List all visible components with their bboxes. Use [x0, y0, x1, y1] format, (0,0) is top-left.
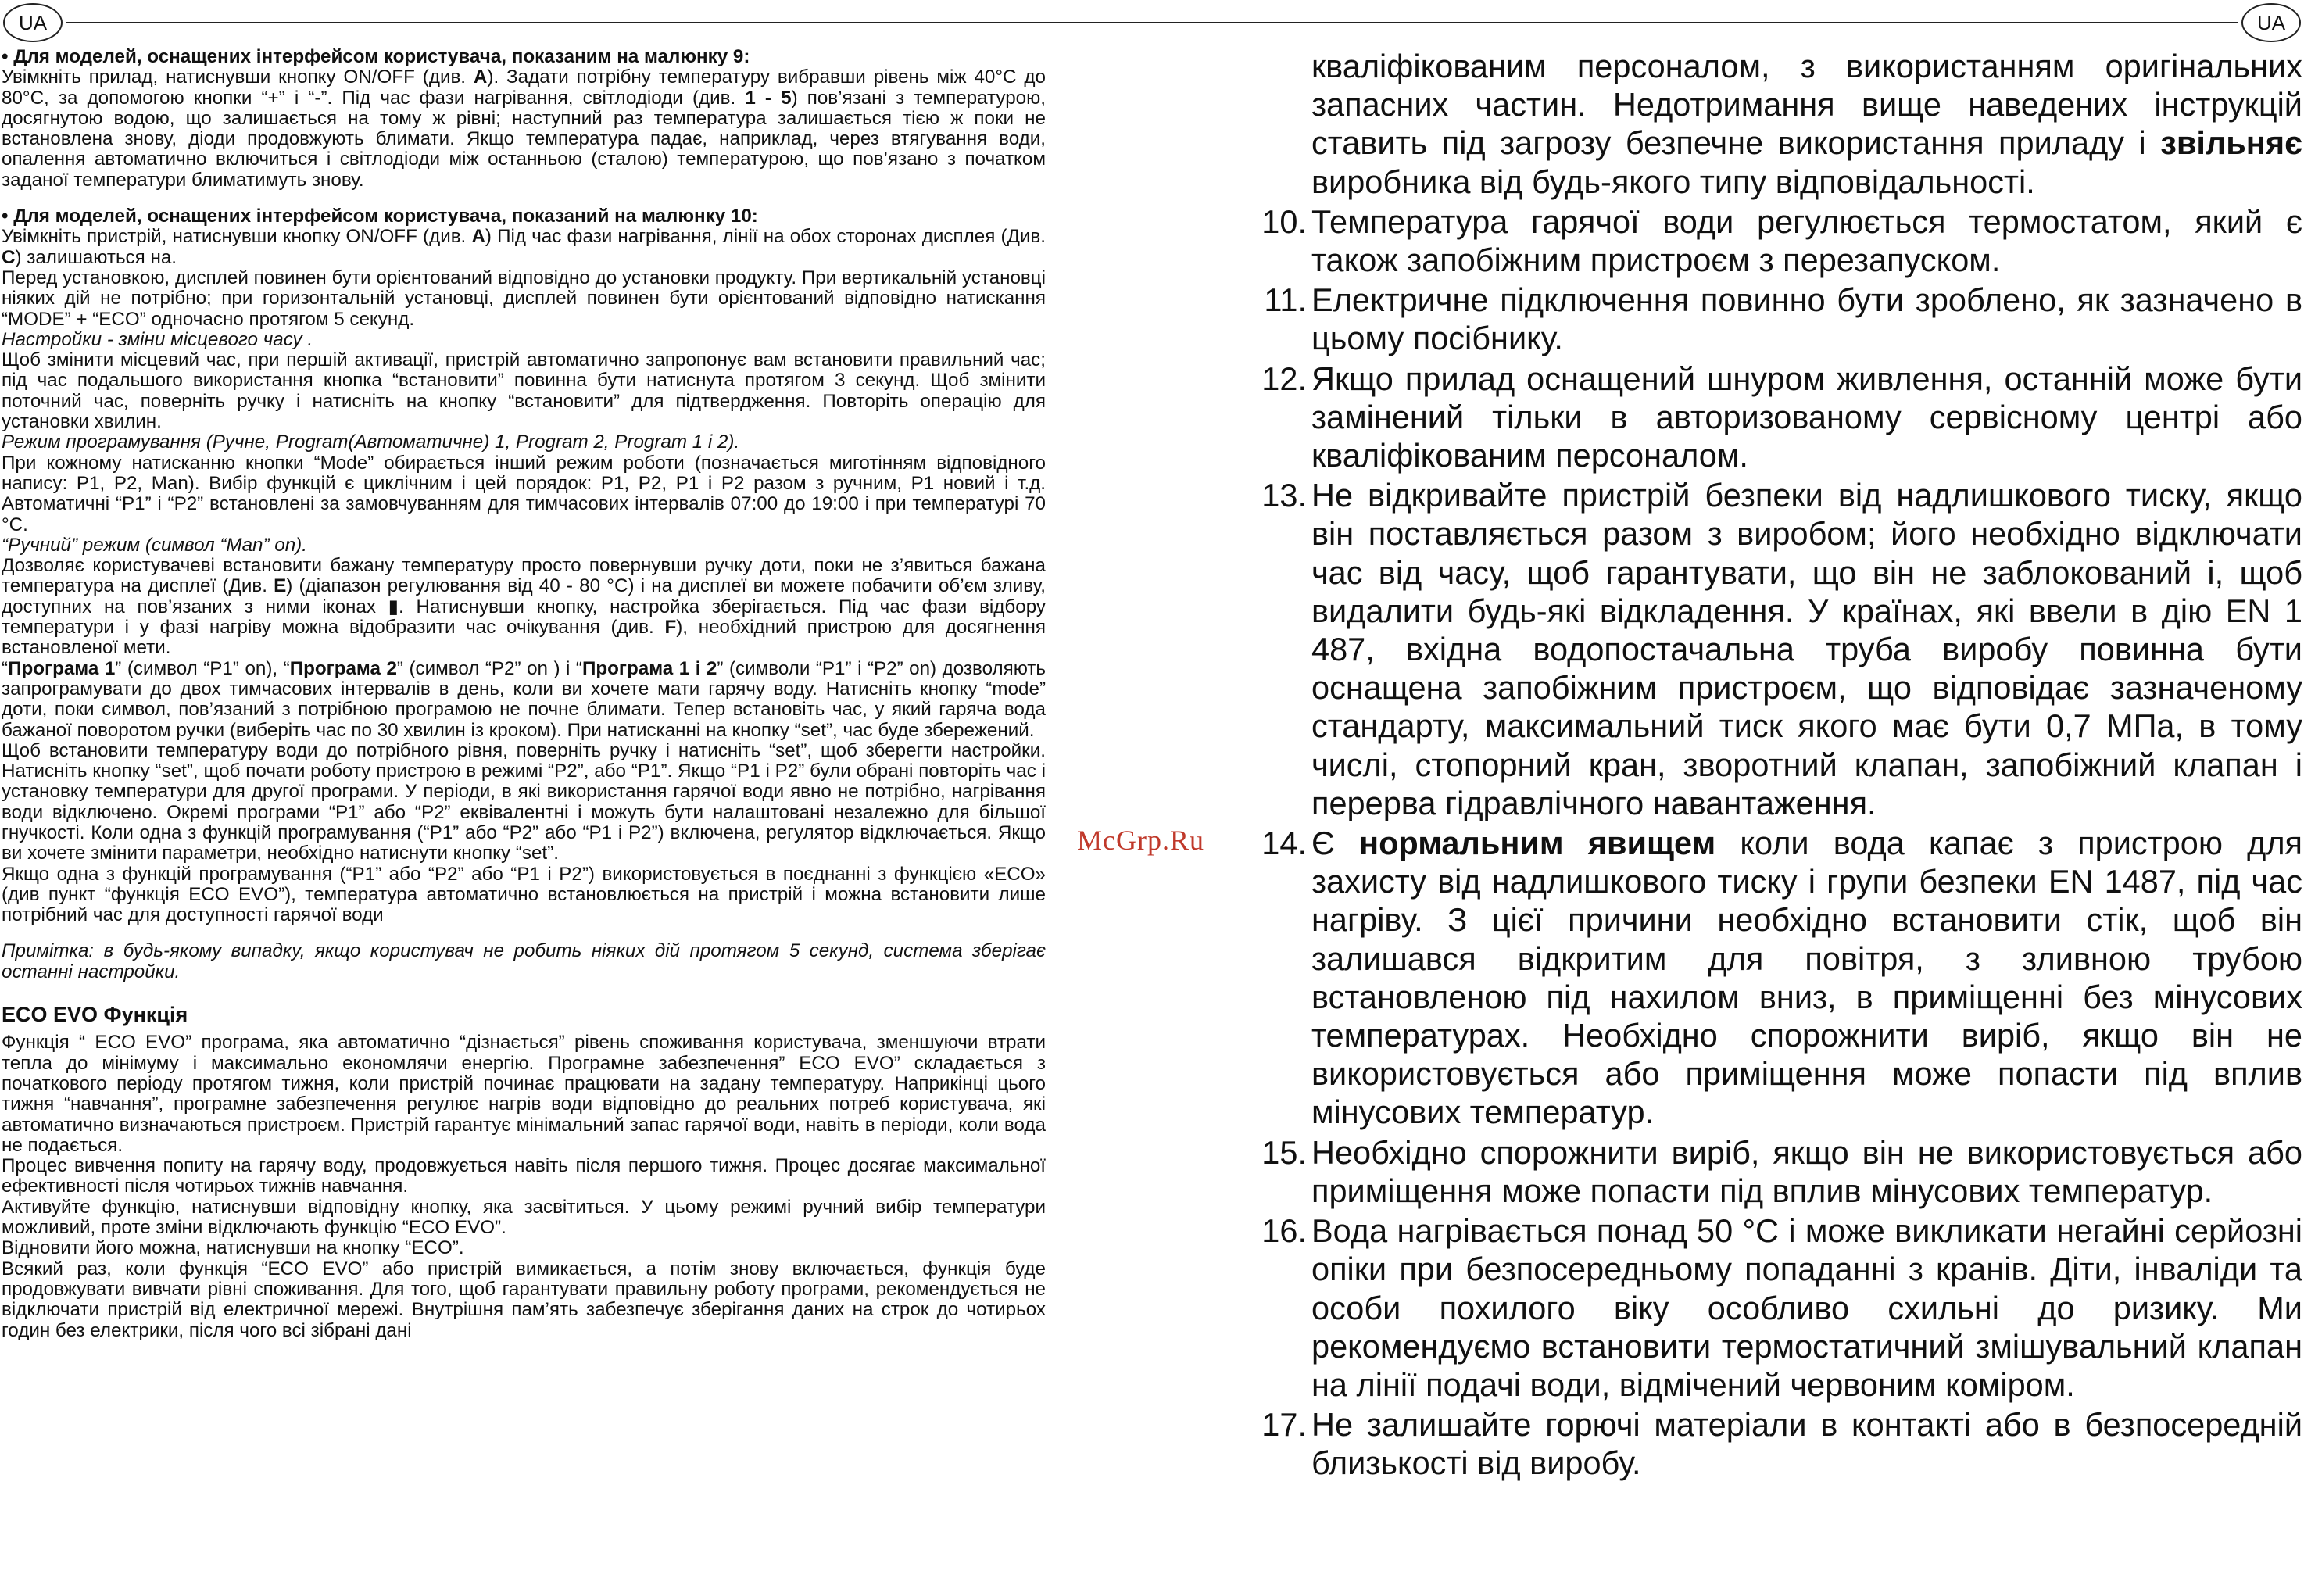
subheading-settings: Настройки - зміни місцевого часу . [2, 328, 313, 350]
eco-evo-heading: ECO EVO Функція [2, 1003, 188, 1027]
ref-letter: E [274, 575, 287, 597]
paragraph-eco-combination: Якщо одна з функцій програмування (“P1” або “P2” або “P1 і P2”) використовується в поєднанні з функцією «ECO» (див пункт “функція ECO EVO”), температура автоматично встановлюється на пристрій і можна встановити лише потрібний час для доступності гарячої води [2, 863, 1046, 926]
paragraph-fig9 [2, 67, 1046, 191]
list-item [1250, 476, 2302, 822]
list-item [1250, 202, 2302, 279]
item-number: 14. [1261, 825, 1307, 862]
paragraph-eco-3: Активуйте функцію, натиснувши відповідну кнопку, яка засвітиться. У цьому режимі ручний вибір температури можливий, проте зміни відключають функцію “ECO EVO”. [2, 1196, 1046, 1239]
item-text: Якщо прилад оснащений шнуром живлення, останній може бути замінений тільки в авторизованому сервісному центрі або кваліфікованим персоналом. [1311, 360, 2302, 474]
left-column [2, 47, 1046, 1594]
text-run: ” (символ “P1” on), “ [115, 657, 290, 679]
section-heading-fig10: • Для моделей, оснащених інтерфейсом користувача, показаний на малюнку 10: [2, 206, 758, 227]
subheading-manual: “Ручний” режим (символ “Man” on). [2, 534, 307, 556]
text-run: ) залишаються на. [15, 246, 177, 268]
item-text: Температура гарячої води регулюється термостатом, який є також запобіжним пристроєм з перезапуском. [1311, 202, 2302, 279]
item-text: Електричне підключення повинно бути зроблено, як зазначено в цьому посібнику. [1311, 281, 2302, 357]
text-run: ) пов’язані з температурою, досягнутою водою, що залишається на тому ж рівні; наступний раз температура залишається тією ж поки не встановлена знову, діоди продовжують блимати. Якщо температура падає, наприклад, через втягування води, опалення автоматично включиться і світлодіоди між останньою (сталою) температурою, що пов’язано з початком заданої температури блиматимуть знову. [2, 87, 1046, 191]
text-run: ), необхідний пристрою для досягнення встановленої мети. [2, 617, 1046, 659]
paragraph-eco-5: Всякий раз, коли функція “ECO EVO” або пристрій вимикається, а потім знову включається, функція буде продовжувати вивчати рівні споживання. Для того, щоб гарантувати правильну роботу програми, рекомендується не відключати пристрій від електричної мережі. Внутрішня пам’ять забезпечує зберігання даних на строк до чотирьох годин без електрики, після чого всі зібрані дані [2, 1258, 1046, 1341]
list-item [1250, 1405, 2302, 1482]
item-number: 10. [1261, 202, 1307, 240]
paragraph-fig10-power [2, 227, 1046, 268]
list-item [1250, 824, 2302, 1132]
language-badge-left: UA [3, 3, 63, 42]
note: Примітка: в будь-якому випадку, якщо користувач не робить ніяких дій протягом 5 секунд, система зберігає останні настройки. [2, 940, 1046, 982]
ref-range: 1 - 5 [745, 87, 792, 109]
text-run: Дозволяє користувачеві встановити бажану температуру просто повернувши ручку доти, поки не з’явиться бажана температура на дисплеї (Див. [2, 555, 1046, 597]
program-1-label: Програма 1 [8, 657, 116, 679]
text-run: Є [1311, 825, 1359, 862]
text-run: ) (діапазон регулювання від 40 - 80 °C) і на дисплеї ви можете побачити об’єм зливу, доступних на пов’язаних з ними іконах [2, 575, 1046, 617]
watermark: McGrp.Ru [1077, 825, 1204, 856]
text-run: ) Під час фази нагрівання, лінії на обох сторонах дисплея (Див. [485, 226, 1046, 248]
shower-volume-icon: ▮ [388, 596, 399, 617]
paragraph-local-time: Щоб змінити місцевий час, при першій активації, пристрій автоматично запропонує вам встановити правильний час; під час подальшого використання кнопка “встановити” повинна бути натиснута протягом 3 секунд. Щоб змінити поточний час, поверніть ручку і натисніть на кнопку “встановити” для підтвердження. Повторіть операцію для установки хвилин. [2, 349, 1046, 433]
list-item [1250, 1211, 2302, 1404]
emphasis: нормальним явищем [1359, 825, 1716, 862]
item-number: 13. [1261, 477, 1307, 514]
list-item [1250, 281, 2302, 357]
item-text: Необхідно спорожнити виріб, якщо він не використовується або приміщення може попасти під вплив мінусових температур. [1311, 1133, 2302, 1209]
text-run: ” (символи “P1” і “P2” on) дозволяють запрограмувати до двох тимчасових інтервалів в день, коли ви хочете мати гарячу воду. Натисніть кнопку “mode” доти, поки символ, пов’язаний з потрібною програмою не почне блимати. Тепер встановіть час, у який гаряча вода бажаної поворотом ручки (виберіть час по 30 хвилин із кроком). При натисканні на кнопку “set”, час буде збережений. [2, 657, 1046, 741]
item-number: 15. [1261, 1133, 1307, 1171]
header-rule [66, 22, 2238, 23]
item-number: 16. [1261, 1212, 1307, 1250]
text-run: Увімкніть прилад, натиснувши кнопку ON/OFF (див. [2, 66, 474, 88]
emphasis: звільняє [2160, 124, 2302, 162]
item-number: 12. [1261, 360, 1307, 397]
right-column [1250, 47, 2302, 1596]
item-text [1311, 824, 2302, 1132]
language-badge-right: UA [2241, 3, 2301, 42]
item-number: 11. [1264, 281, 1307, 319]
section-heading-fig9: • Для моделей, оснащених інтерфейсом користувача, показаним на малюнку 9: [2, 47, 750, 67]
program-1-2-label: Програма 1 і 2 [581, 657, 717, 679]
paragraph-mode-button: При кожному натисканню кнопки “Mode” обирається інший режим роботи (позначається миготінням відповідного напису: P1, P2, Man). Вибір функцій є циклічним і цей порядок: P1, P2, P1 і P2 разом з ручним, P1 новий і т.д. Автоматичні “P1” і “P2” встановлені за замовчуванням для тимчасових інтервалів 07:00 до 19:00 і при температурі 70 °C. [2, 452, 1046, 535]
text-run: . Натиснувши кнопку, настройка зберігається. Під час фази відбору температури і у фазі нагріву можна відобразити час очікування (див. [2, 596, 1046, 639]
subheading-programming: Режим програмування (Ручне, Program(Автоматичне) 1, Program 2, Program 1 і 2). [2, 431, 740, 453]
list-item [1250, 1133, 2302, 1210]
ref-letter: F [664, 617, 677, 639]
paragraph-manual-mode [2, 556, 1046, 658]
ref-letter: A [473, 66, 488, 88]
continuation-paragraph [1250, 47, 2302, 201]
ref-letter: A [471, 226, 485, 248]
item-text: Не відкривайте пристрій безпеки від надлишкового тиску, якщо він поставляється разом з виробом; його необхідно відключати час від часу, щоб гарантувати, що він не заблокований і, щоб видалити будь-які відкладення. У країнах, які ввели в дію EN 1 487, вхідна водопостачальна труба виробу повинна бути оснащена запобіжним пристроєм, що відповідає зазначеному стандарту, максимальний тиск якого має бути 0,7 МПа, в тому числі, стопорний кран, зворотний клапан, запобіжний клапан і перерва гідравлічного навантаження. [1311, 477, 2302, 821]
text-run: Увімкніть пристрій, натиснувши кнопку ON/OFF (див. [2, 226, 472, 248]
ref-letter: C [2, 246, 16, 268]
text-run: кваліфікованим персоналом, з використанням оригінальних запасних частин. Недотримання вище наведених інструкцій ставить під загрозу безпечне використання приладу і [1311, 48, 2302, 162]
paragraph-set-temperature: Щоб встановити температуру води до потрібного рівня, поверніть ручку і натисніть “set”, щоб зберегти настройки. Натисніть кнопку “set”, щоб почати роботу пристрою в режимі “P2”, або “P1”. Якщо “P1 і P2” були обрані повторіть час і установку температури для другої програми. У періоди, в які використання гарячої води явно не потрібно, нагрівання води відключено. Окремі програми “P1” або “P2” еквівалентні і можуть бути налаштовані незалежно для більшої гнучкості. Коли одна з функцій програмування (“P1” або “P2” або “P1 і P2”) включена, регулятор відключається. Якщо ви хочете змінити параметри, необхідно натиснути кнопку “set”. [2, 739, 1046, 864]
text-run: “ [2, 657, 9, 679]
list-item [1250, 360, 2302, 475]
item-number: 17. [1261, 1406, 1307, 1444]
paragraph-programs [2, 659, 1046, 741]
paragraph-eco-1: Функція “ ECO EVO” програма, яка автоматично “дізнається” рівень споживання користувача, зменшуючи втрати тепла до мінімуму і максимально економлячи енергію. Програмне забезпечення” ECO EVO” складається з початкового періоду протягом тижня, коли пристрій починає працювати на задану температуру. Наприкінці цього тижня “навчання”, програмне забезпечення регулює нагрів води відповідно до реальних потреб користувача, які автоматично визначаються пристроєм. Пристрій гарантує мінімальний запас гарячої води, навіть в періоди, коли вода не подається. [2, 1032, 1046, 1156]
paragraph-display-orientation: Перед установкою, дисплей повинен бути орієнтований відповідно до установки продукту. При вертикальній установці ніяких дій не потрібно; при горизонтальній установці, дисплей повинен бути орієнтований відповідно натискання “MODE” + “ECO” одночасно протягом 5 секунд. [2, 267, 1046, 330]
text-run: ). Задати потрібну температуру вибравши рівень між 40°C до 80°C, за допомогою кнопки “+” і “-”. Під час фази нагрівання, світлодіоди (див. [2, 66, 1046, 109]
item-text: Не залишайте горючі матеріали в контакті або в безпосередній близькості від виробу. [1311, 1406, 2302, 1482]
program-2-label: Програма 2 [289, 657, 397, 679]
paragraph-eco-2: Процес вивчення попиту на гарячу воду, продовжується навіть після першого тижня. Процес досягає максимальної ефективності після чотирьох тижнів навчання. [2, 1155, 1046, 1197]
text-run: коли вода капає з пристрою для захисту від надлишкового тиску і групи безпеки EN 1487, під час нагріву. З цієї причини необхідно встановити стік, щоб він залишався відкритим для повітря, з зливною трубою встановленою під нахилом вниз, в приміщенні без мінусових температурах. Необхідно спорожнити виріб, якщо він не використовується або приміщення може попасти під вплив мінусових температур. [1311, 825, 2302, 1131]
item-text: Вода нагрівається понад 50 °C і може викликати негайні серйозні опіки при безпосередньому попаданні з кранів. Діти, інваліди та особи похилого віку особливо схильні до ризику. Ми рекомендуємо встановити термостатичний змішувальний клапан на лінії подачі води, відмічений червоним коміром. [1311, 1212, 2302, 1403]
text-run: виробника від будь-якого типу відповідальності. [1311, 163, 2035, 200]
paragraph-eco-4: Відновити його можна, натиснувши на кнопку “ECO”. [2, 1237, 464, 1259]
text-run: ” (символ “P2” on ) і “ [396, 657, 582, 679]
